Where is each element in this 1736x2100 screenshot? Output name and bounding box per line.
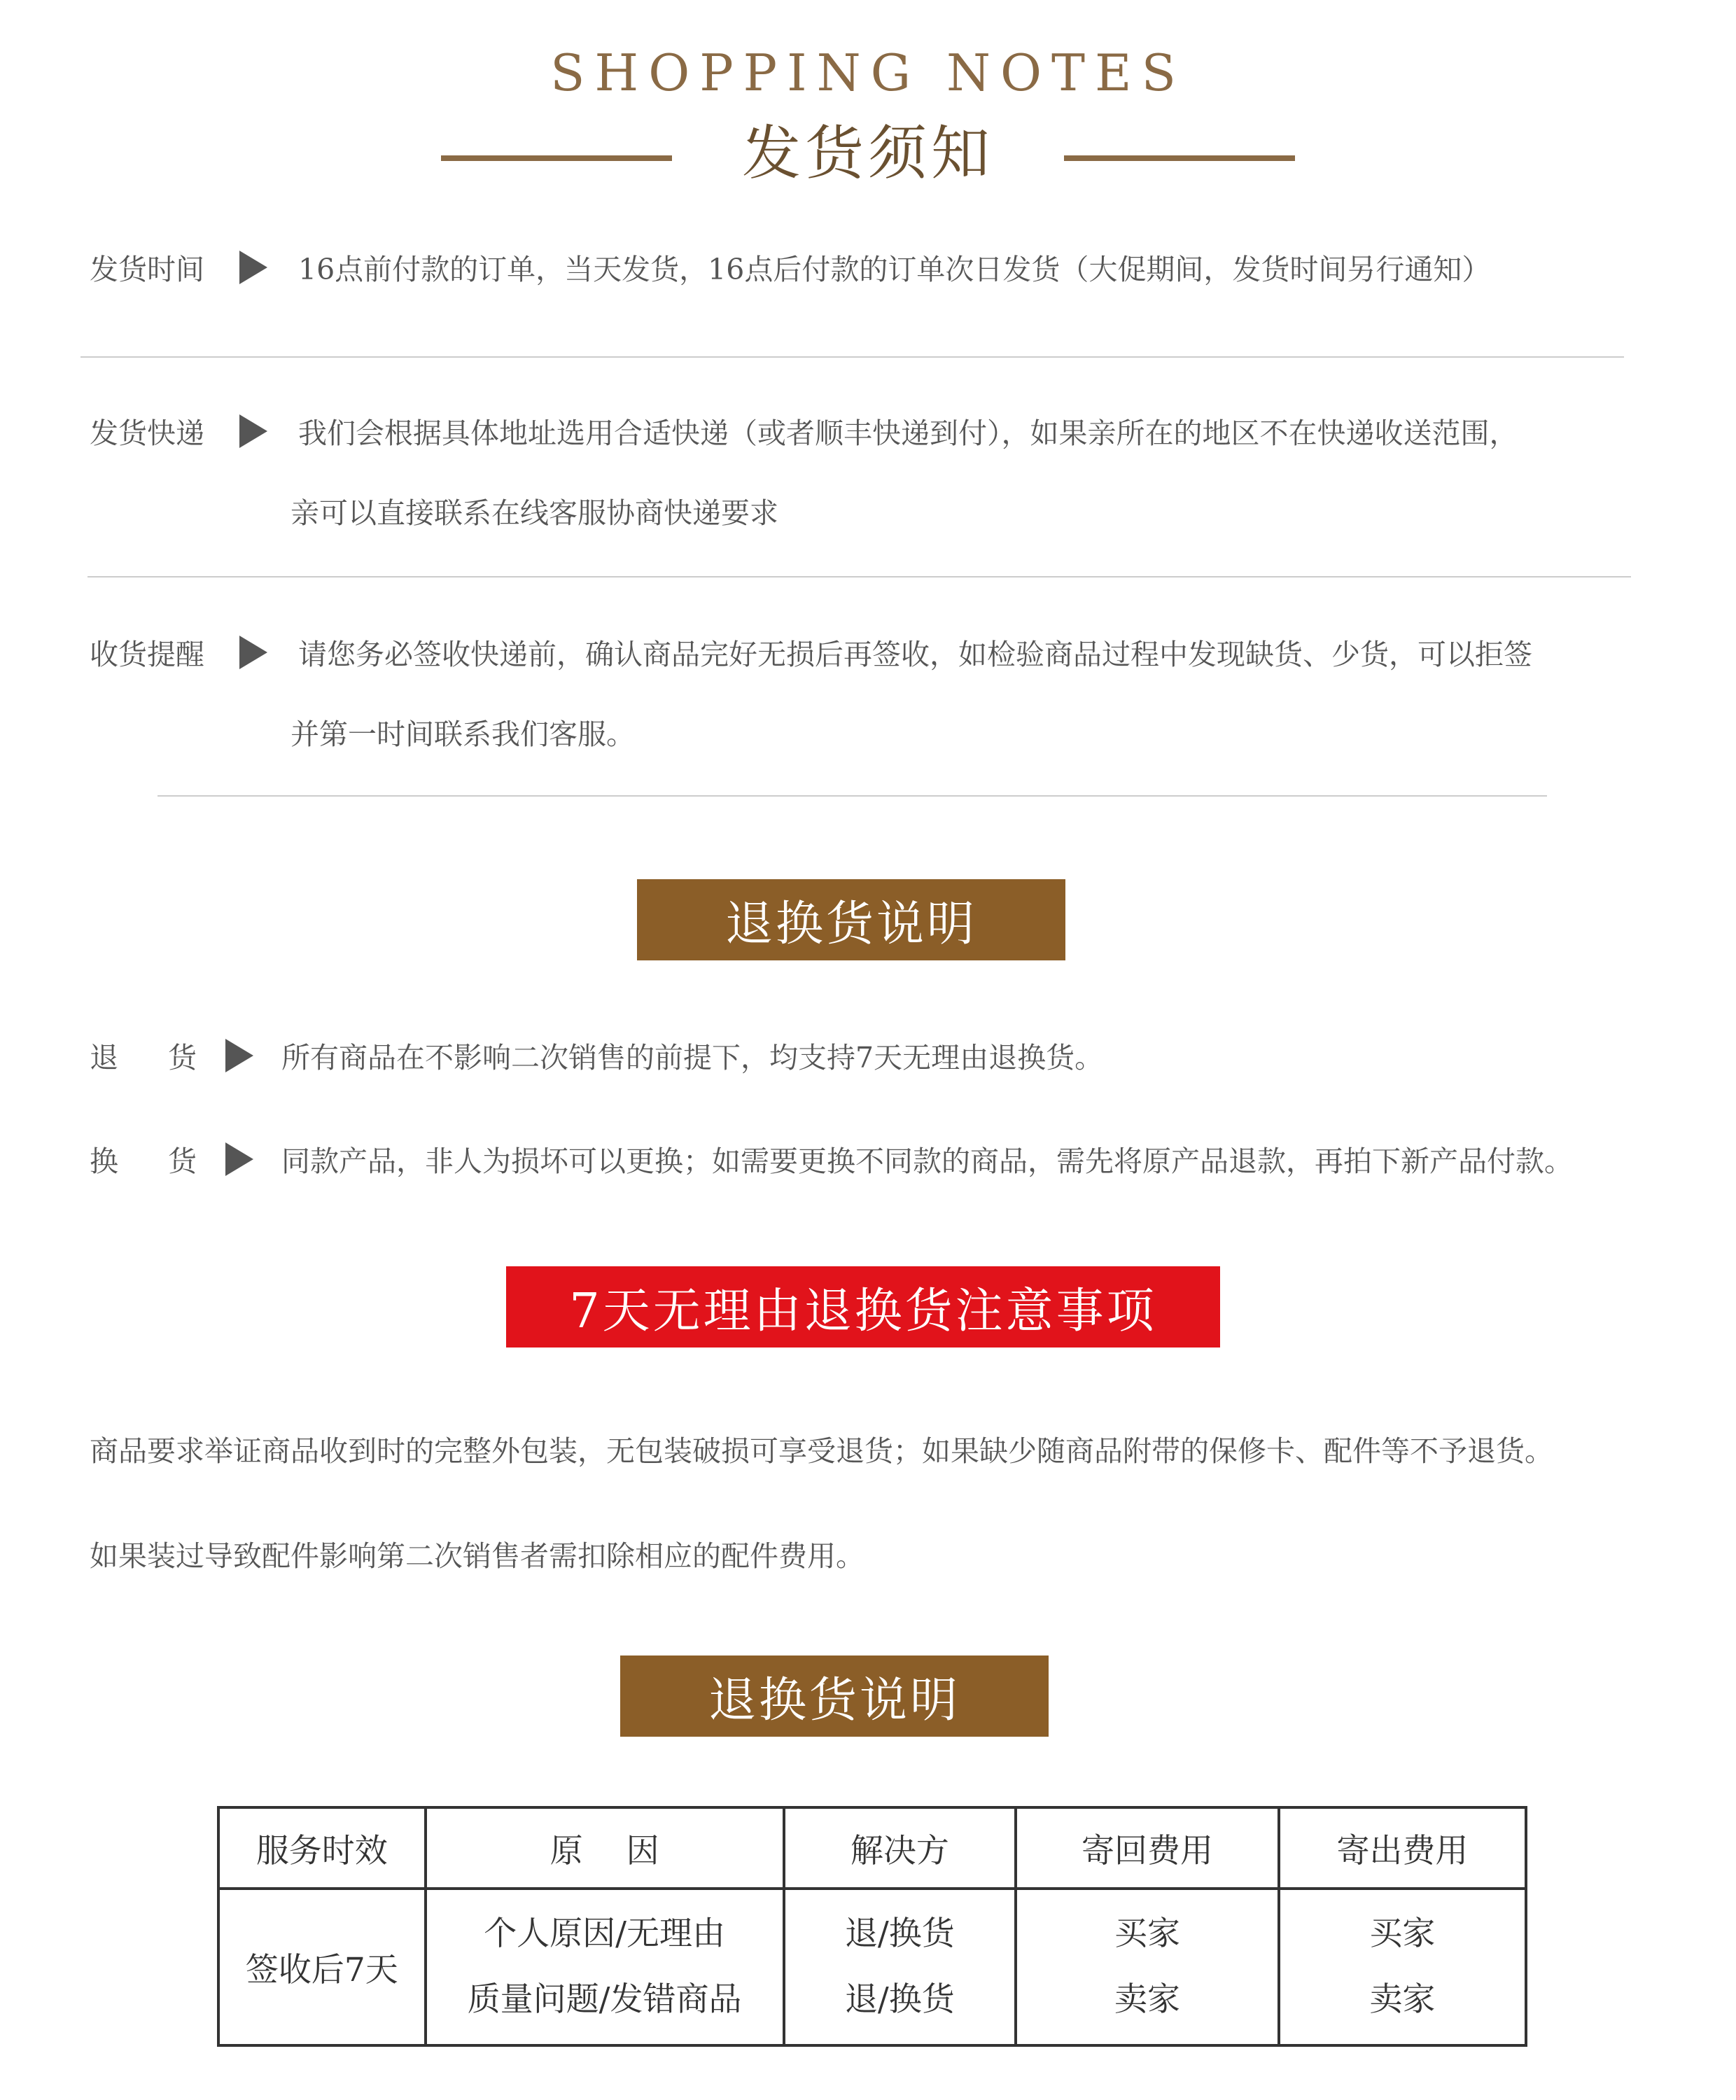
shipping-courier-text-line1: 我们会根据具体地址选用合适快递（或者顺丰快递到付），如果亲所在的地区不在快递收送范围，	[298, 416, 1518, 450]
page-title: 发货须知	[741, 119, 994, 188]
cell-reasons	[426, 1889, 784, 2045]
return-fee-2: 卖家	[1114, 1980, 1180, 2019]
cell-period: 签收后7天	[218, 1889, 426, 2045]
reason-quality: 质量问题/发错商品	[467, 1980, 742, 2019]
return-label-a: 退	[90, 1041, 118, 1074]
solution-2: 退/换货	[844, 1980, 955, 2019]
solution-1: 退/换货	[844, 1914, 955, 1953]
header-solution: 解决方	[784, 1807, 1016, 1889]
divider	[88, 576, 1631, 578]
title-divider-right	[1064, 155, 1295, 161]
header-send-fee: 寄出费用	[1279, 1807, 1526, 1889]
exchange-label-a: 换	[90, 1144, 118, 1178]
title-english: SHOPPING NOTES	[550, 43, 1186, 102]
cell-solutions	[784, 1889, 1016, 2045]
receipt-reminder-label: 收货提醒	[90, 638, 204, 671]
exchange-label-b: 货	[168, 1144, 197, 1178]
notice-text-line1: 商品要求举证商品收到时的完整外包装，无包装破损可享受退货；如果缺少随商品附带的保修卡、配件等不予退货。	[90, 1434, 1553, 1468]
seven-day-notice-banner: 7天无理由退换货注意事项	[506, 1266, 1220, 1348]
play-arrow-icon	[225, 1039, 253, 1072]
shipping-time-text: 16点前付款的订单，当天发货，16点后付款的订单次日发货（大促期间，发货时间另行通知）	[298, 253, 1491, 286]
return-label-b: 货	[168, 1041, 197, 1074]
table-row	[218, 1889, 1526, 2045]
play-arrow-icon	[239, 414, 267, 448]
return-fee-1: 买家	[1114, 1914, 1180, 1953]
header-service-period: 服务时效	[218, 1807, 426, 1889]
notice-text-line2: 如果装过导致配件影响第二次销售者需扣除相应的配件费用。	[90, 1539, 864, 1573]
table-header-row	[218, 1807, 1526, 1889]
cell-return-fee	[1016, 1889, 1279, 2045]
play-arrow-icon	[239, 636, 267, 669]
receipt-reminder-text-line1: 请您务必签收快递前，确认商品完好无损后再签收，如检验商品过程中发现缺货、少货，可以拒签	[298, 638, 1532, 671]
divider	[80, 356, 1624, 358]
return-exchange-banner-2: 退换货说明	[620, 1656, 1049, 1737]
return-exchange-banner: 退换货说明	[637, 879, 1065, 960]
cell-send-fee	[1279, 1889, 1526, 2045]
play-arrow-icon	[225, 1142, 253, 1176]
send-fee-2: 卖家	[1369, 1980, 1436, 2019]
send-fee-1: 买家	[1369, 1914, 1436, 1953]
divider	[158, 795, 1547, 797]
receipt-reminder-text-line2: 并第一时间联系我们客服。	[290, 718, 635, 751]
shipping-courier-text-line2: 亲可以直接联系在线客服协商快递要求	[290, 496, 778, 530]
reason-personal: 个人原因/无理由	[484, 1914, 726, 1953]
exchange-text: 同款产品，非人为损坏可以更换；如需要更换不同款的商品，需先将原产品退款，再拍下新产品付款。	[281, 1144, 1573, 1178]
header-return-fee: 寄回费用	[1016, 1807, 1279, 1889]
shipping-courier-label: 发货快递	[90, 416, 204, 450]
return-policy-table	[217, 1806, 1527, 2047]
play-arrow-icon	[239, 251, 267, 284]
header-reason: 原 因	[426, 1807, 784, 1889]
return-text: 所有商品在不影响二次销售的前提下，均支持7天无理由退换货。	[281, 1041, 1104, 1074]
shipping-time-label: 发货时间	[90, 253, 204, 286]
